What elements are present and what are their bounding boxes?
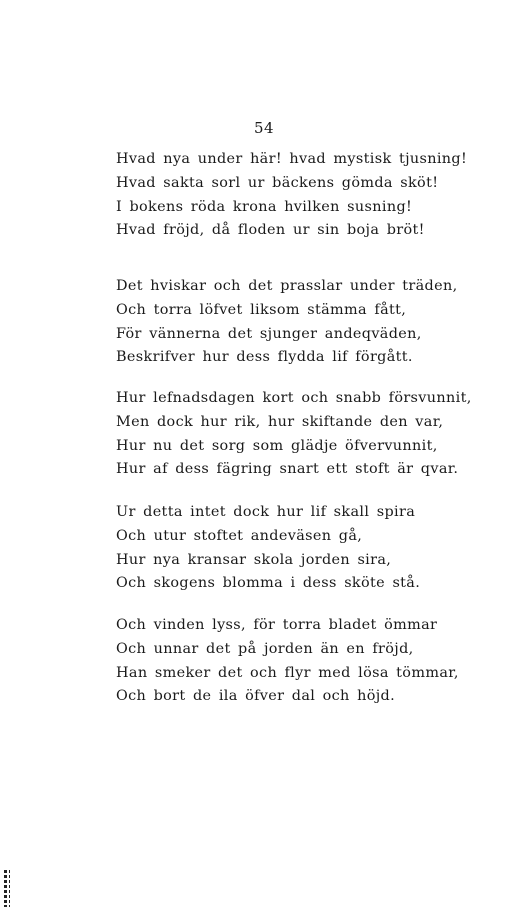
verse-line: Hur lefnadsdagen kort och snabb försvunnit, — [116, 390, 472, 406]
verse-line: Hur nu det sorg som glädje öfvervunnit, — [116, 437, 438, 454]
scan-margin-mark — [9, 870, 10, 907]
verse-line: För vännerna det sjunger andeqväden, — [116, 325, 422, 342]
verse-line: Och bort de ila öfver dal och höjd. — [116, 688, 396, 705]
verse-line: Hvad sakta sorl ur bäckens gömda sköt! — [116, 174, 439, 191]
verse-line: Han smeker det och flyr med lösa tömmar, — [116, 664, 459, 681]
scan-margin-mark — [4, 870, 7, 907]
verse-line: Och skogens blomma i dess sköte stå. — [116, 575, 421, 592]
page-number: 54 — [253, 119, 275, 137]
verse-line: Hvad nya under här! hvad mystisk tjusning! — [116, 151, 468, 167]
verse-line: Det hviskar och det prasslar under träden, — [116, 278, 458, 294]
stanza-3 — [116, 387, 496, 482]
stanza-1 — [116, 148, 496, 243]
verse-line: Men dock hur rik, hur skiftande den var, — [116, 413, 444, 430]
verse-line: Beskrifver hur dess flydda lif förgått. — [116, 349, 413, 366]
stanza-2 — [116, 275, 496, 370]
verse-line: Hur af dess fägring snart ett stoft är qvar. — [116, 461, 459, 478]
verse-line: Ur detta intet dock hur lif skall spira — [116, 504, 416, 520]
verse-line: Och torra löfvet liksom stämma fått, — [116, 301, 407, 318]
stanza-5 — [116, 614, 496, 709]
verse-line: Och vinden lyss, för torra bladet ömmar — [116, 617, 438, 633]
verse-line: Hvad fröjd, då floden ur sin boja bröt! — [116, 222, 425, 239]
verse-line: Hur nya kransar skola jorden sira, — [116, 551, 392, 568]
verse-line: Och utur stoftet andeväsen gå, — [116, 527, 363, 544]
stanza-4 — [116, 501, 496, 596]
verse-line: I bokens röda krona hvilken susning! — [116, 198, 413, 215]
verse-line: Och unnar det på jorden än en fröjd, — [116, 640, 414, 657]
